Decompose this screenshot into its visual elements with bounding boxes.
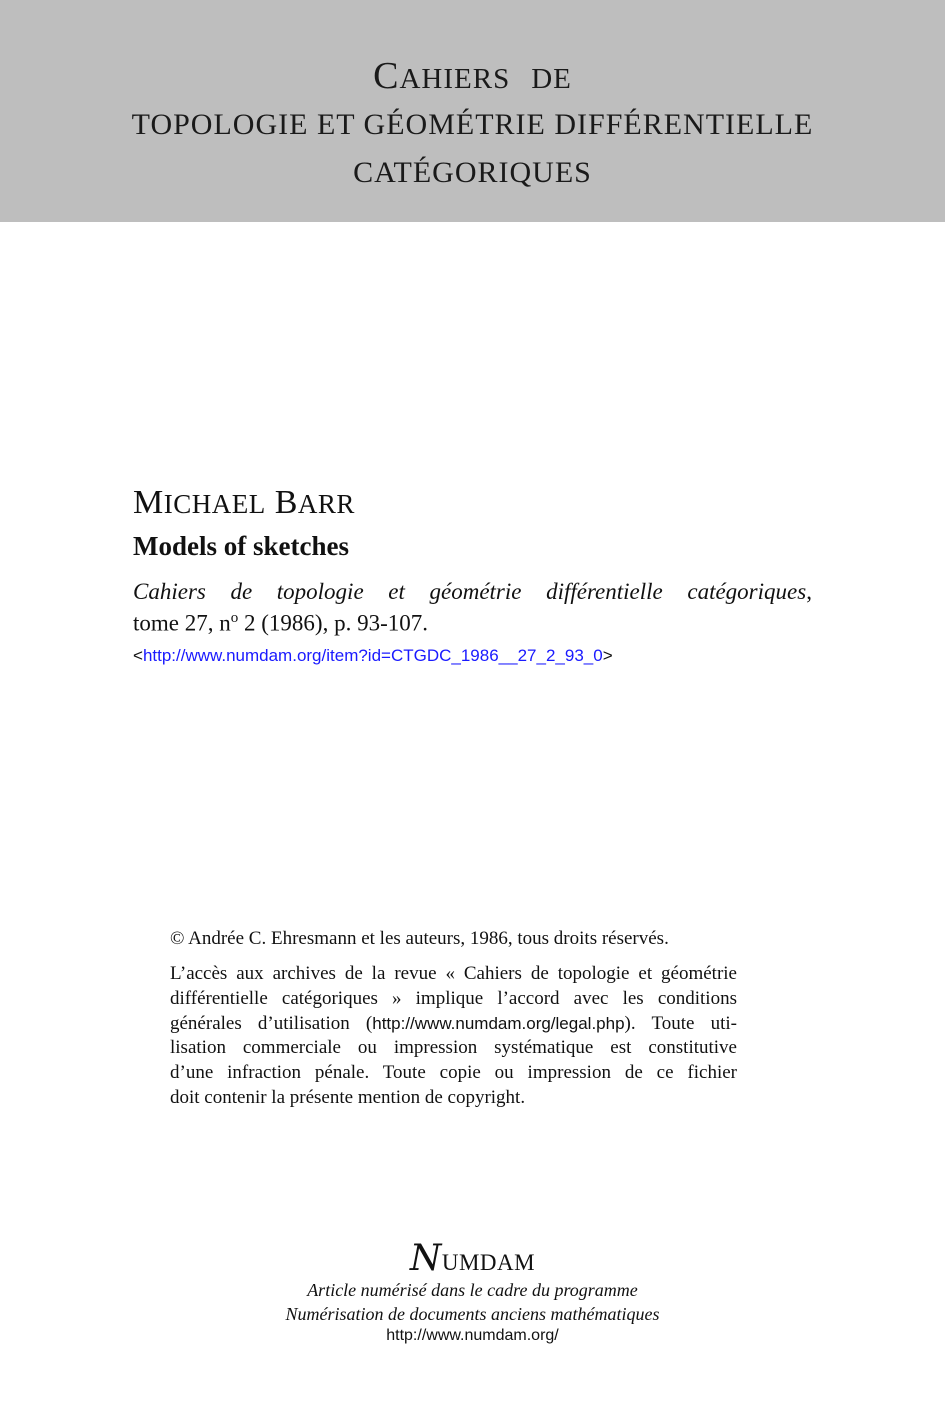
terms-line: doit contenir la présente mention de copyright. <box>170 1086 526 1108</box>
journal-name <box>133 579 806 605</box>
numdam-logo <box>0 1238 945 1279</box>
citation-number-sup: o <box>230 610 239 626</box>
terms-text: générales d’utilisation ( <box>170 1012 373 1034</box>
journal-title-line-1 <box>0 54 945 98</box>
journal-title-cahiers: AHIERS <box>399 63 511 95</box>
legal-url[interactable]: http://www.numdam.org/legal.php <box>372 1013 625 1033</box>
terms-line: L’accès aux archives de la revue « Cahiers de topologie et géométrie <box>170 963 737 984</box>
journal-title-de: DE <box>531 63 572 95</box>
journal-word: catégoriques <box>687 579 807 604</box>
terms-line <box>170 1012 737 1037</box>
citation-pages: 2 (1986), p. 93-107. <box>238 610 428 636</box>
author-name <box>133 484 355 522</box>
journal-word: de <box>230 579 253 604</box>
numdam-logo-initial: N <box>409 1238 442 1279</box>
journal-word: géométrie <box>429 579 522 604</box>
author-last-rest: ARR <box>297 489 355 519</box>
journal-word: différentielle <box>546 579 663 604</box>
numdam-logo-text: UMDAM <box>441 1250 536 1275</box>
program-line-2: Numérisation de documents anciens mathématiques <box>285 1304 660 1324</box>
author-first-initial: M <box>133 484 164 521</box>
article-title: Models of sketches <box>133 531 349 561</box>
citation <box>133 579 812 637</box>
journal-banner <box>0 0 945 222</box>
item-url-link[interactable]: http://www.numdam.org/item?id=CTGDC_1986__27_2_93_0 <box>142 646 603 665</box>
citation-volume: tome 27, n <box>133 610 231 636</box>
journal-title-line-3: CATÉGORIQUES <box>353 156 592 189</box>
citation-comma: , <box>806 579 812 604</box>
terms-paragraph <box>170 962 737 1111</box>
terms-text: ). Toute uti- <box>624 1012 737 1034</box>
journal-word: et <box>388 579 405 604</box>
author-first-rest: ICHAEL <box>163 489 266 519</box>
link-close-bracket: > <box>602 646 613 665</box>
program-line-1: Article numérisé dans le cadre du programme <box>307 1280 638 1300</box>
journal-title-initial: C <box>373 55 400 97</box>
journal-word: Cahiers <box>133 579 206 604</box>
item-link-line <box>133 646 613 666</box>
citation-line-2 <box>133 605 812 637</box>
journal-word: topologie <box>276 579 364 604</box>
copyright-notice: © Andrée C. Ehresmann et les auteurs, 1986, tous droits réservés. <box>170 928 669 949</box>
terms-line: lisation commerciale ou impression systématique est constitutive <box>170 1037 737 1059</box>
citation-line-1 <box>133 579 812 605</box>
link-open-bracket: < <box>133 646 143 665</box>
terms-line: différentielle catégoriques » implique l’accord avec les conditions <box>170 987 737 1009</box>
numdam-url[interactable]: http://www.numdam.org/ <box>386 1327 559 1344</box>
author-last-initial: B <box>274 484 298 521</box>
terms-line: d’une infraction pénale. Toute copie ou impression de ce fichier <box>170 1062 737 1084</box>
journal-title-line-2: TOPOLOGIE ET GÉOMÉTRIE DIFFÉRENTIELLE <box>131 108 814 141</box>
